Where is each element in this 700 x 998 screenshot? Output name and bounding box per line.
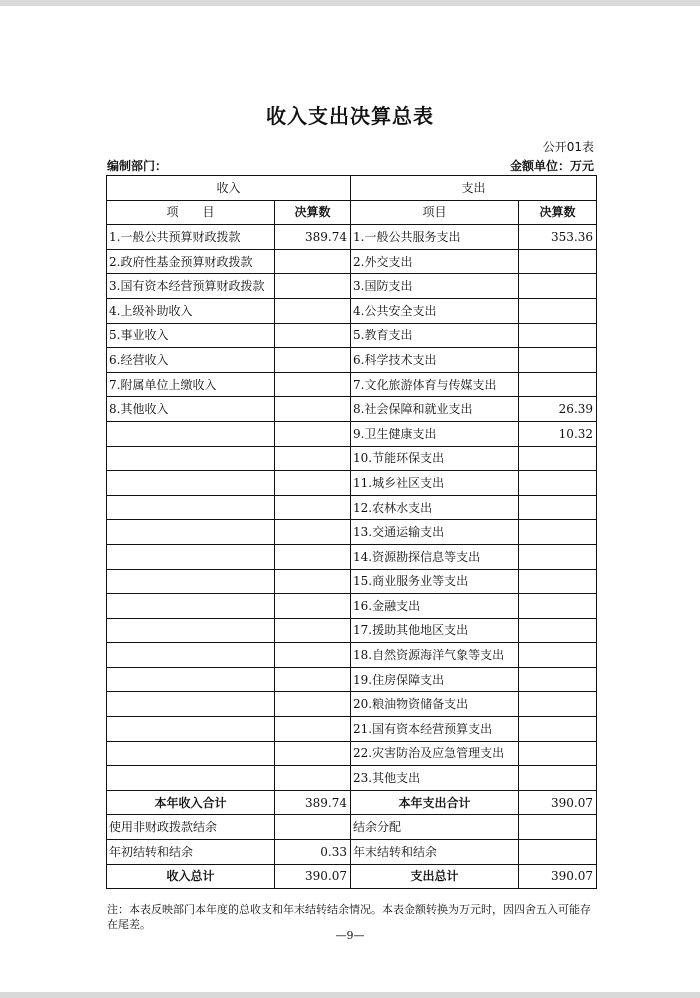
income-amount-cell (275, 274, 351, 299)
department-label: 编制部门： (107, 159, 168, 173)
income-amount-cell (275, 495, 351, 520)
income-item-cell (107, 471, 275, 496)
expense-amount-cell (519, 298, 597, 323)
unit-label: 金额单位：万元 (509, 159, 594, 173)
income-amount-cell (275, 446, 351, 471)
income-item-cell (107, 520, 275, 545)
income-item-cell (107, 667, 275, 692)
income-amount-cell (275, 643, 351, 668)
income-amount-header: 决算数 (275, 200, 351, 225)
table-row (107, 643, 597, 668)
table-row (107, 421, 597, 446)
income-amount-cell (275, 717, 351, 742)
income-item-cell (107, 569, 275, 594)
expense-item-cell: 20.粮油物资储备支出 (351, 692, 519, 717)
table-row (107, 225, 597, 250)
income-amount-cell (275, 618, 351, 643)
expense-amount-cell (519, 323, 597, 348)
income-item-cell: 1.一般公共预算财政拨款 (107, 225, 275, 250)
expense-amount-cell (519, 544, 597, 569)
expense-item-cell: 14.资源勘探信息等支出 (351, 544, 519, 569)
income-item-cell: 7.附属单位上缴收入 (107, 372, 275, 397)
income-item-cell: 3.国有资本经营预算财政拨款 (107, 274, 275, 299)
expense-amount-cell (519, 569, 597, 594)
income-item-cell: 5.事业收入 (107, 323, 275, 348)
expense-item-cell: 9.卫生健康支出 (351, 421, 519, 446)
year-expense-value: 390.07 (519, 790, 597, 815)
expense-item-cell: 19.住房保障支出 (351, 667, 519, 692)
income-amount-cell (275, 741, 351, 766)
income-amount-cell (275, 249, 351, 274)
expense-amount-cell (519, 594, 597, 619)
income-amount-cell (275, 372, 351, 397)
expense-item-cell: 2.外交支出 (351, 249, 519, 274)
table-row (107, 471, 597, 496)
table-row (107, 323, 597, 348)
year-income-label: 本年收入合计 (107, 790, 275, 815)
table-row (107, 397, 597, 422)
expense-item-cell: 8.社会保障和就业支出 (351, 397, 519, 422)
table-row (107, 741, 597, 766)
expense-amount-cell: 10.32 (519, 421, 597, 446)
table-row (107, 446, 597, 471)
bottom-bar (0, 992, 700, 998)
expense-amount-cell (519, 766, 597, 791)
income-item-cell (107, 717, 275, 742)
expense-total-value: 390.07 (519, 864, 597, 889)
expense-amount-cell: 353.36 (519, 225, 597, 250)
expense-item-cell: 10.节能环保支出 (351, 446, 519, 471)
expense-item-cell: 17.援助其他地区支出 (351, 618, 519, 643)
income-amount-cell (275, 348, 351, 373)
expense-item-cell: 4.公共安全支出 (351, 298, 519, 323)
expense-amount-cell (519, 618, 597, 643)
expense-item-cell: 23.其他支出 (351, 766, 519, 791)
footnote: 注：本表反映部门本年度的总收支和年末结转结余情况。本表金额转换为万元时，因四舍五入可能存在尾差。 (107, 903, 591, 931)
income-item-cell (107, 495, 275, 520)
page-number: —9— (335, 929, 365, 942)
table-row (107, 717, 597, 742)
expense-amount-cell (519, 520, 597, 545)
expense-item-cell: 18.自然资源海洋气象等支出 (351, 643, 519, 668)
table-row (107, 495, 597, 520)
expense-amount-cell (519, 372, 597, 397)
carryover-row (107, 840, 597, 865)
income-total-label: 收入总计 (107, 864, 275, 889)
expense-amount-cell (519, 692, 597, 717)
table-row (107, 249, 597, 274)
year-expense-label: 本年支出合计 (351, 790, 519, 815)
table-row (107, 544, 597, 569)
income-item-cell (107, 766, 275, 791)
expense-amount-cell: 26.39 (519, 397, 597, 422)
expense-item-cell: 11.城乡社区支出 (351, 471, 519, 496)
income-item-cell (107, 446, 275, 471)
income-amount-cell (275, 594, 351, 619)
year-total-row (107, 790, 597, 815)
expense-item-cell: 21.国有资本经营预算支出 (351, 717, 519, 742)
table-row (107, 348, 597, 373)
income-item-cell (107, 741, 275, 766)
expense-amount-cell (519, 348, 597, 373)
expense-amount-cell (519, 717, 597, 742)
income-item-cell (107, 594, 275, 619)
non-fiscal-label: 使用非财政拨款结余 (107, 815, 275, 840)
header-row-sections (107, 176, 597, 201)
expense-item-cell: 6.科学技术支出 (351, 348, 519, 373)
table-row (107, 594, 597, 619)
table-row (107, 692, 597, 717)
expense-item-cell: 12.农林水支出 (351, 495, 519, 520)
income-amount-cell (275, 298, 351, 323)
header-row-columns (107, 200, 597, 225)
income-item-cell: 4.上级补助收入 (107, 298, 275, 323)
expense-item-cell: 16.金融支出 (351, 594, 519, 619)
table-row (107, 618, 597, 643)
expense-amount-header: 决算数 (519, 200, 597, 225)
income-amount-cell: 389.74 (275, 225, 351, 250)
expense-item-cell: 5.教育支出 (351, 323, 519, 348)
income-amount-cell (275, 520, 351, 545)
table-row (107, 667, 597, 692)
expense-amount-cell (519, 643, 597, 668)
income-item-cell: 8.其他收入 (107, 397, 275, 422)
begin-carryover-value: 0.33 (275, 840, 351, 865)
income-amount-cell (275, 323, 351, 348)
income-item-cell (107, 692, 275, 717)
table-row (107, 569, 597, 594)
expense-item-cell: 3.国防支出 (351, 274, 519, 299)
income-item-header: 项 目 (107, 200, 275, 225)
grand-total-row (107, 864, 597, 889)
income-amount-cell (275, 692, 351, 717)
income-item-cell: 2.政府性基金预算财政拨款 (107, 249, 275, 274)
expense-item-cell: 15.商业服务业等支出 (351, 569, 519, 594)
expense-item-cell: 13.交通运输支出 (351, 520, 519, 545)
income-amount-cell (275, 544, 351, 569)
year-income-value: 389.74 (275, 790, 351, 815)
income-amount-cell (275, 397, 351, 422)
expense-amount-cell (519, 471, 597, 496)
income-item-cell (107, 618, 275, 643)
expense-amount-cell (519, 495, 597, 520)
income-item-cell (107, 643, 275, 668)
expense-total-label: 支出总计 (351, 864, 519, 889)
non-fiscal-row (107, 815, 597, 840)
expense-amount-cell (519, 741, 597, 766)
surplus-dist-label: 结余分配 (351, 815, 519, 840)
begin-carryover-label: 年初结转和结余 (107, 840, 275, 865)
income-header: 收入 (107, 176, 351, 201)
income-amount-cell (275, 569, 351, 594)
table-row (107, 766, 597, 791)
expense-item-cell: 7.文化旅游体育与传媒支出 (351, 372, 519, 397)
income-total-value: 390.07 (275, 864, 351, 889)
income-amount-cell (275, 766, 351, 791)
expense-header: 支出 (351, 176, 597, 201)
income-item-cell: 6.经营收入 (107, 348, 275, 373)
non-fiscal-value (275, 815, 351, 840)
expense-item-cell: 1.一般公共服务支出 (351, 225, 519, 250)
expense-amount-cell (519, 249, 597, 274)
table-row (107, 372, 597, 397)
expense-amount-cell (519, 274, 597, 299)
top-bar (0, 0, 700, 6)
table-row (107, 274, 597, 299)
expense-amount-cell (519, 667, 597, 692)
income-item-cell (107, 544, 275, 569)
income-amount-cell (275, 471, 351, 496)
table-row (107, 520, 597, 545)
income-amount-cell (275, 667, 351, 692)
surplus-dist-value (519, 815, 597, 840)
budget-table (106, 175, 597, 889)
income-amount-cell (275, 421, 351, 446)
table-row (107, 298, 597, 323)
end-carryover-value (519, 840, 597, 865)
form-number: 公开01表 (542, 140, 594, 154)
expense-amount-cell (519, 446, 597, 471)
income-item-cell (107, 421, 275, 446)
end-carryover-label: 年末结转和结余 (351, 840, 519, 865)
expense-item-cell: 22.灾害防治及应急管理支出 (351, 741, 519, 766)
page-title: 收入支出决算总表 (266, 104, 434, 128)
expense-item-header: 项目 (351, 200, 519, 225)
